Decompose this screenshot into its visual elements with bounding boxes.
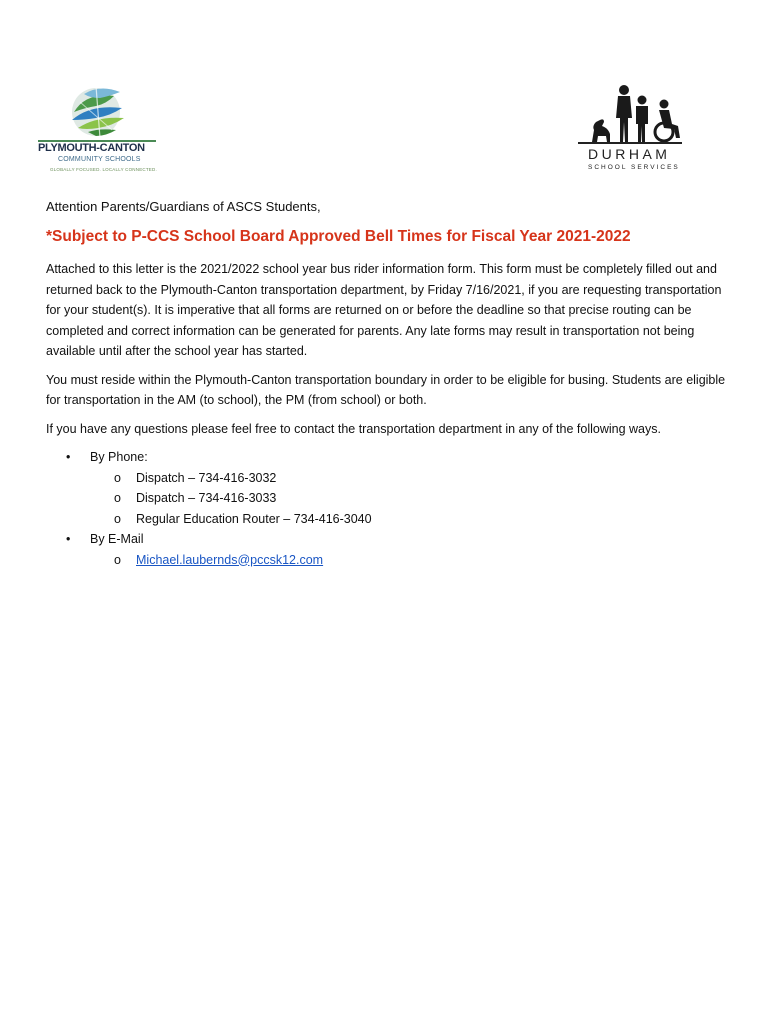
sub-bullet-icon: o	[114, 491, 121, 505]
durham-logo	[578, 82, 688, 174]
list-item-email	[46, 529, 726, 550]
salutation: Attention Parents/Guardians of ASCS Students,	[46, 199, 321, 214]
sub-bullet-icon: o	[114, 511, 121, 526]
logo-subtitle: COMMUNITY SCHOOLS	[58, 156, 141, 163]
email-label: By E-Mail	[90, 532, 144, 546]
plymouth-canton-globe-icon	[66, 82, 130, 140]
list-item-dispatch-2	[46, 488, 726, 509]
durham-subtitle: SCHOOL SERVICES	[588, 164, 680, 171]
list-item-router	[46, 509, 726, 530]
paragraph-questions: If you have any questions please feel free to contact the transportation department in any of the following ways.	[46, 421, 661, 436]
paragraph-form-instructions: Attached to this letter is the 2021/2022 school year bus rider information form. This form must be completely filled out and returned back to the Plymouth-Canton transportation department, by Friday 7/16/2021, if you are requesting transportation for your student(s). It is imperative that all forms are returned on or before the deadline so that precise routing can be completed and correct information can be generated for parents. Any late forms may result in transportation not being available until after the school year has started.	[46, 262, 722, 358]
logo-title: PLYMOUTH-CANTON	[38, 142, 145, 154]
contact-list	[46, 447, 726, 570]
phone-number: Dispatch – 734-416-3033	[136, 491, 277, 505]
phone-number: Dispatch – 734-416-3032	[136, 470, 277, 485]
students-silhouette-icon	[586, 82, 686, 142]
bullet-icon: •	[66, 450, 71, 464]
durham-divider	[578, 142, 682, 144]
bullet-icon: •	[66, 532, 71, 546]
list-item-dispatch-1	[46, 468, 726, 489]
phone-number: Regular Education Router – 734-416-3040	[136, 511, 372, 526]
durham-title: DURHAM	[588, 146, 671, 162]
email-link[interactable]: Michael.laubernds@pccsk12.com	[136, 552, 324, 567]
list-item-phone	[46, 447, 726, 468]
list-item-email-address	[46, 550, 726, 571]
logo-tagline: GLOBALLY FOCUSED. LOCALLY CONNECTED.	[50, 167, 157, 172]
phone-label: By Phone:	[90, 450, 148, 464]
subject-line: *Subject to P-CCS School Board Approved Bell Times for Fiscal Year 2021-2022	[46, 228, 631, 245]
plymouth-canton-logo	[38, 78, 173, 178]
sub-bullet-icon: o	[114, 552, 121, 567]
letter-body	[46, 198, 726, 570]
paragraph-eligibility: You must reside within the Plymouth-Canton transportation boundary in order to be eligible for busing. Students are eligible for transportation in the AM (to school), the PM (from school) or both.	[46, 372, 726, 407]
sub-bullet-icon: o	[114, 470, 121, 485]
